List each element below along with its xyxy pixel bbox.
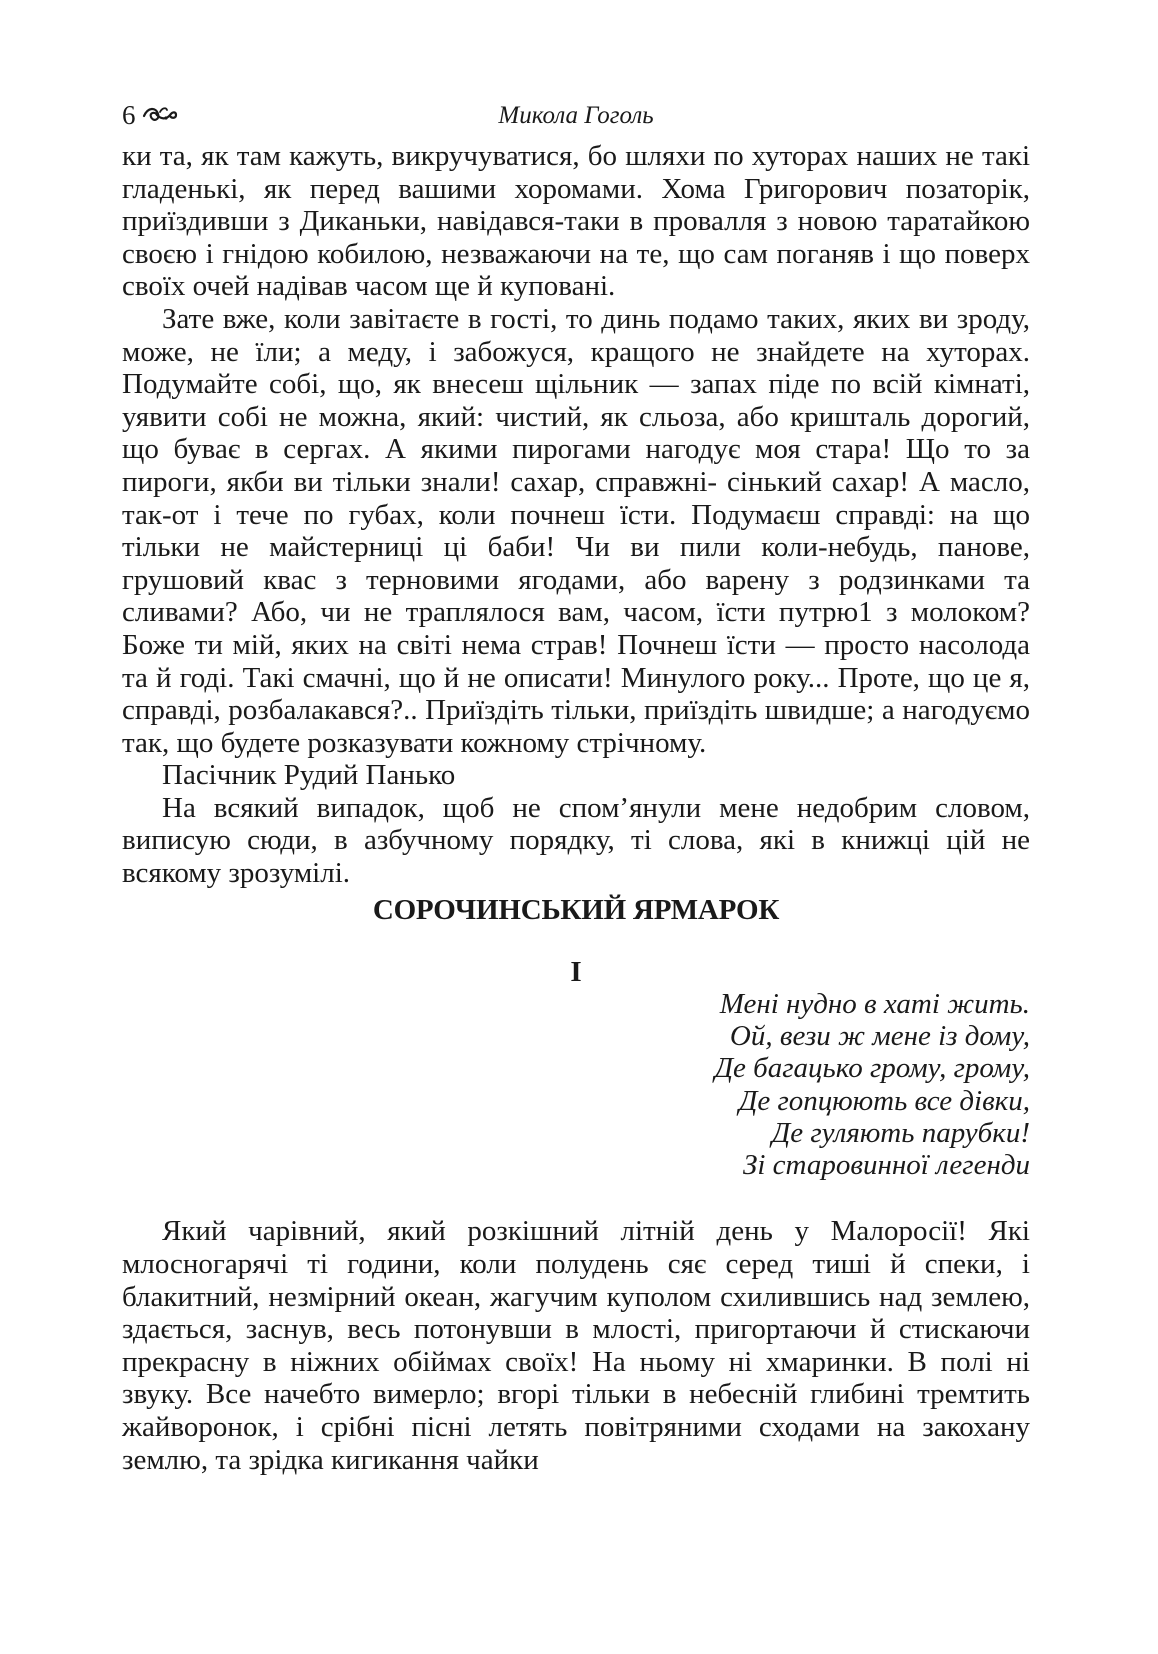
running-head-author: Микола Гоголь	[498, 102, 654, 129]
epigraph-line: Де гопцюють все дівки,	[738, 1084, 1030, 1117]
intro-paragraph-1: ки та, як там кажуть, викручуватися, бо шляхи по хуторах наших не такі гладенькі, як перед вашими хоромами. Хома Григорович позаторік, приїздивши з Диканьки, навідався-таки в провалля з новою таратайкою своєю і гнідою кобилою, незважаючи на те, що сам поганяв і що поверх своїх очей надівав часом ще й куповані.	[122, 140, 1030, 303]
epigraph-line: Мені нудно в хаті жить.	[719, 987, 1030, 1020]
epigraph-line: Ой, вези ж мене із дому,	[729, 1019, 1030, 1052]
page-number: 6	[122, 100, 136, 130]
epigraph-line: Де гуляють парубки!	[771, 1116, 1030, 1149]
epigraph	[122, 988, 1030, 1182]
signature: Пасічник Рудий Панько	[162, 759, 456, 792]
body-text	[122, 140, 1030, 1476]
story-paragraph-1: Який чарівний, який розкішний літній день у Малоросії! Які млосногарячі ті години, коли полудень сяє серед тиші й спеки, і блакитний, незмірний океан, жагучим куполом схилившись над землею, здається, заснув, весь потонувши в млості, пригортаючи й стискаючи прекрасну в ніжних обіймах своїх! На ньому ні хмаринки. В полі ні звуку. Все начебто вимерло; вгорі тільки в небесній глибині тремтить жайворонок, і срібні пісні летять повітряними сходами на закохану землю, та зрідка кигикання чайки	[122, 1215, 1030, 1476]
intro-paragraph-2: Зате вже, коли завітаєте в гості, то динь подамо таких, яких ви зроду, може, не їли; а меду, і забожуся, кращого не знайдете на хуторах. Подумайте собі, що, як внесеш щільник — запах піде по всій кімнаті, уявити собі не можна, який: чистий, як сльоза, або кришталь дорогий, що буває в сергах. А якими пирогами нагодує моя стара! Що то за пироги, якби ви тільки знали! сахар, справжні- сінький сахар! А масло, так-от і тече по губах, коли почнеш їсти. Подумаєш справді: на що тільки не майстерниці ці баби! Чи ви пили коли-небудь, панове, грушовий квас з терновими ягодами, або варену з родзинками та сливами? Або, чи не траплялося вам, часом, їсти путрю1 з молоком? Боже ти мій, яких на світі нема страв! Почнеш їсти — просто насолода та й годі. Такі смачні, що й не описати! Минулого року... Проте, що це я, справді, розбалакався?.. Приїздіть тільки, приїздіть швидше; а нагодуємо так, що будете розказувати кожному стрічному.	[122, 302, 1030, 759]
book-page	[122, 100, 1030, 1476]
running-head	[122, 100, 1030, 140]
intro-paragraph-3: На всякий випадок, щоб не спом’янули мене недобрим словом, виписую сюди, в азбучному порядку, ті слова, які в книжці цій не всякому зрозумілі.	[122, 791, 1030, 890]
chapter-number: I	[570, 955, 582, 988]
epigraph-line: Де багацько грому, грому,	[714, 1052, 1030, 1085]
story-title: СОРОЧИНСЬКИЙ ЯРМАРОК	[372, 893, 780, 926]
epigraph-source: Зі старовинної легенди	[743, 1149, 1030, 1182]
